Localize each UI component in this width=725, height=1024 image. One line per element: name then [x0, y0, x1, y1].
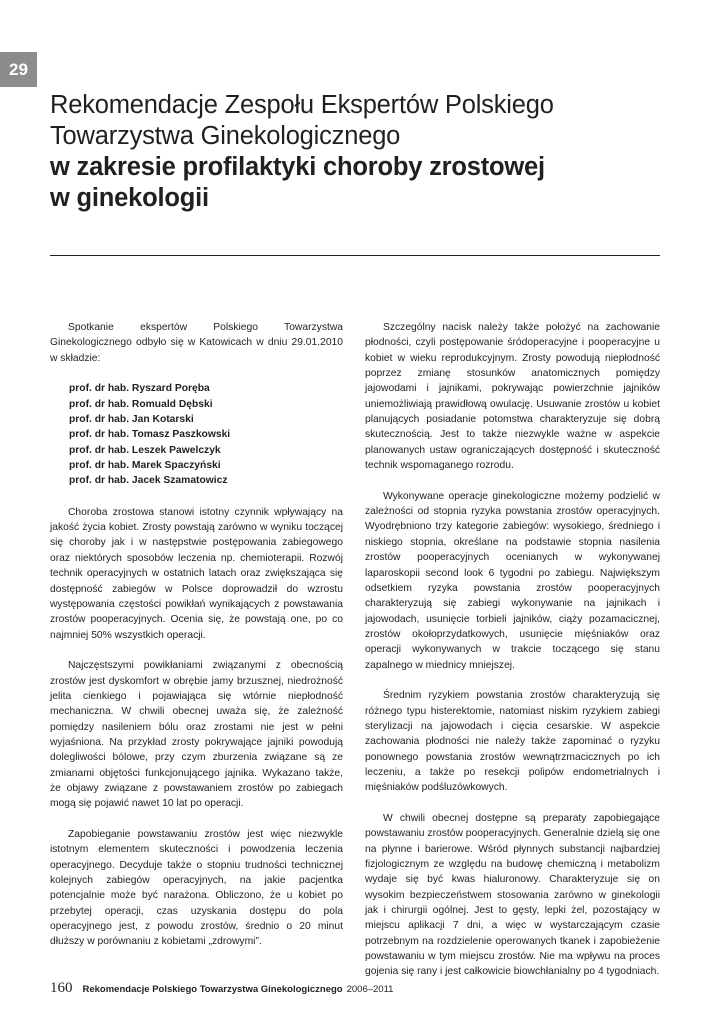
right-column	[365, 320, 660, 995]
body-paragraph: Wykonywane operacje ginekologiczne możemy podzielić w zależności od stopnia ryzyka powstania zrostów operacyjnych. Wyodrębniono trzy kategorie zabiegów: wysokiego, średniego i niskiego stopnia, określane na podstawie stopnia nasilenia zrostów pooperacyjnych ocenianych w wykonywanej laparoskopii second look 6 tygodni po zabiegu. Największym odsetkiem ryzyka powstania zrostów pooperacyjnych charakteryzują się zabiegi wykonywanie na jajnikach i jajowodach, usunięcie torbieli jajników, ciąży pozamacicznej, zrostów okołoprzydatkowych, usunięcie mięśniaków oraz operacji wykonywanych w trakcie toczącego się stanu zapalnego w miednicy mniejszej.	[365, 490, 660, 671]
article-title	[50, 90, 690, 214]
page-tab: 29	[0, 52, 37, 87]
body-paragraph: Najczęstszymi powikłaniami związanymi z obecnością zrostów jest dyskomfort w obrębie jamy brzusznej, niedrożność jelita cienkiego i pojawiająca się wtórnie niepłodność mechaniczna. W chwili obecnej uważa się, że zależność pomiędzy nasileniem bólu oraz zrostami nie jest w pełni wyjaśniona. Na przykład zrosty pokrywające jajniki powodują dolegliwości bólowe, przy czym zburzenia związane są ze zmianami objętości funkcjonującego jajnika. Wykazano także, że objawy związane z powstawaniem zrostów po zabiegach mogą się pojawić nawet 10 lat po operacji.	[50, 660, 343, 810]
body-paragraph: Choroba zrostowa stanowi istotny czynnik wpływający na jakość życia kobiet. Zrosty powstają zarówno w wyniku toczącej się choroby jak i w następstwie postępowania zabiegowego oraz niektórych sposobów leczenia np. chemioterapii. Rozwój technik operacyjnych w ostatnich latach oraz zwiększająca się dostępność zabiegów w Polsce doprowadził do wzrostu występowania częstości powikłań wynikających z powstawania zrostów pooperacyjnych. Ocenia się, że powstają one, po co najmniej 50% wszystkich operacji.	[50, 506, 343, 641]
title-line-1: Rekomendacje Zespołu Ekspertów Polskiego	[50, 91, 554, 119]
body-paragraph: Zapobieganie powstawaniu zrostów jest więc niezwykle istotnym elementem skuteczności i powodzenia leczenia operacyjnego. Decyduje także o stopniu trudności technicznej kolejnych zabiegów operacyjnych, na jakie pacjentka potencjalnie może być narażona. Obliczono, że u kobiet po przebytej operacji, czas uzyskania dostępu do pola operacyjnego jest, z powodu zrostów, średnio o 20 minut dłuższy w porównaniu z kobietami „zdrowymi”.	[50, 829, 343, 948]
expert-list	[50, 381, 343, 488]
body-paragraph: Szczególny nacisk należy także położyć na zachowanie płodności, czyli postępowanie śródoperacyjne i pooperacyjne u kobiet w wieku reprodukcyjnym. Zrosty powodują niepłodność poprzez zmianę stosunków anatomicznych pomiędzy jajowodami i jajnikami, pokrywając powierzchnie jajników uniemożliwiają prawidłową owulację. Usuwanie zrostów u kobiet planujących posiadanie potomstwa charakteryzuje się dobrą skutecznością. Jest to także niezwykle ważne w aspekcie planowanych ustaw ograniczających dostępność i skuteczność technik wspomaganego rozrodu.	[365, 322, 660, 472]
page-footer	[50, 980, 670, 997]
expert-item: prof. dr hab. Leszek Pawelczyk	[69, 444, 221, 456]
title-line-2: Towarzystwa Ginekologicznego	[50, 122, 401, 150]
expert-item: prof. dr hab. Ryszard Poręba	[69, 383, 210, 395]
page-number: 160	[50, 980, 73, 996]
intro-paragraph: Spotkanie ekspertów Polskiego Towarzystwa Ginekologicznego odbyło się w Katowicach w dniu 29.01.2010 w składzie:	[50, 322, 343, 364]
left-column	[50, 320, 343, 965]
title-bold-line-1: w zakresie profilaktyki choroby zrostowej	[50, 153, 545, 181]
footer-years: 2006–2011	[346, 984, 394, 995]
expert-item: prof. dr hab. Tomasz Paszkowski	[69, 429, 231, 441]
expert-item: prof. dr hab. Jan Kotarski	[69, 414, 194, 426]
expert-item: prof. dr hab. Jacek Szamatowicz	[69, 475, 228, 487]
footer-title: Rekomendacje Polskiego Towarzystwa Ginekologicznego	[82, 984, 343, 995]
expert-item: prof. dr hab. Marek Spaczyński	[69, 460, 221, 472]
body-paragraph: Średnim ryzykiem powstania zrostów charakteryzują się różnego typu histerektomie, natomiast niskim ryzykiem zabiegi sterylizacji na jajowodach i cięcia cesarskie. W aspekcie zachowania płodności nie należy także zapominać o ryzyku ponownego powstania zrostów wewnątrzmacicznych po ich leczeniu, a także po resekcji polipów endometrialnych i mięśniaków podśluzówkowych.	[365, 690, 660, 794]
title-divider	[50, 255, 660, 256]
expert-item: prof. dr hab. Romuald Dębski	[69, 398, 213, 410]
title-bold-line-2: w ginekologii	[50, 184, 209, 212]
body-paragraph: W chwili obecnej dostępne są preparaty zapobiegające powstawaniu zrostów pooperacyjnych. Generalnie dzielą się one na płynne i barierowe. Wśród płynnych substancji najbardziej fizjologicznym ze względu na budowę chemiczną i metabolizm wydaje się być kwas hialuronowy. Charakteryzuje się on wysokim bezpieczeństwem stosowania zarówno w ginekologii jak i chirurgii ogólnej. Jest to gęsty, lepki żel, pozostający w miejscu aplikacji 7 dni, a więc w wystarczającym czasie potrzebnym na rozdzielenie operowanych tkanek i zapobieżenie powstawaniu w tym miejscu zrostów. Nie ma wpływu na proces gojenia się rany i jest całkowicie biowchłanialny po 4 tygodniach.	[365, 813, 660, 978]
